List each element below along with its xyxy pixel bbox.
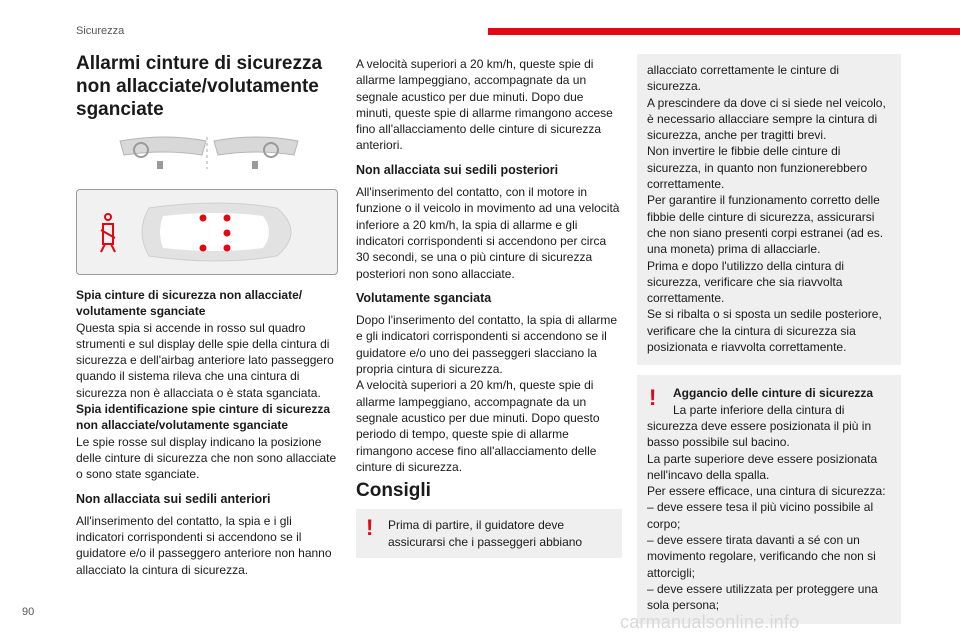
buckling-line-6: – deve essere utilizzata per proteggere una sola persona;	[647, 581, 878, 613]
section-header: Sicurezza	[76, 25, 125, 37]
tips-line-1: allacciato correttamente le cinture di sicurezza.	[647, 63, 840, 94]
p1-text: Questa spia si accende in rosso sul quadro strumenti e sul display delle spie della cintura di sicurezza e dell'airbag anteriore lato passeggero quando il sistema rileva che una cintura di sicurezza non è allacciata o è stata sganciata.	[76, 320, 334, 400]
p1-heading: Spia cinture di sicurezza non allacciate/ volutamente sganciate	[76, 288, 303, 319]
dashboard-illustration	[76, 133, 338, 181]
dashboard-figure-icon	[76, 133, 338, 181]
tips-line-5: Prima e dopo l'utilizzo della cintura di sicurezza, verificare che sia riavvolta correttamente.	[647, 258, 845, 306]
unbuckled-speed-text: A velocità superiori a 20 km/h, queste spie di allarme lampeggiano, accompagnate da un segnale acustico per due minuti. Dopo questo periodo di tempo, queste spie di allarme rimangono accese fino all'allacciamento delle cinture di sicurezza.	[356, 378, 600, 474]
unbuckled-text: Dopo l'inserimento del contatto, la spia di allarme e gli indicatori corrispondenti si accendono se il guidatore e/o uno dei passeggeri slacciano la propria cintura di sicurezza.	[356, 313, 618, 377]
tip-text: Prima di partire, il guidatore deve assicurarsi che i passeggeri abbiano	[388, 518, 583, 549]
buckling-box	[637, 375, 901, 623]
heading-front-seats: Non allacciata sui sedili anteriori	[76, 491, 271, 506]
tip-box	[356, 509, 622, 558]
tips-continued-box	[637, 54, 901, 365]
seatbelt-warning-icon	[101, 214, 115, 252]
seatbelt-layout-icon	[77, 190, 339, 274]
buckling-first-line: La parte inferiore della cintura di	[673, 402, 845, 417]
column-2	[356, 56, 622, 558]
buckling-line-4: – deve essere tesa il più vicino possibile al corpo;	[647, 500, 874, 531]
heading-unbuckled: Volutamente sganciata	[356, 290, 492, 305]
tips-line-6: Se si ribalta o si sposta un sedile posteriore, verificare che la cintura di sicurezza sia posizionata e riavvolta correttamente.	[647, 307, 882, 355]
buckling-line-2: La parte superiore deve essere posizionata nell'incavo della spalla.	[647, 451, 878, 482]
speed-warning-text: A velocità superiori a 20 km/h, queste spie di allarme lampeggiano, accompagnate da un segnale acustico per due minuti. Dopo due minuti, queste spie di allarme rimangono accese fino all'allacciamento delle cinture di sicurezza anteriori.	[356, 57, 613, 153]
warning-exclamation-icon: !	[649, 385, 657, 411]
column-1	[76, 52, 338, 578]
p2-heading: Spia identificazione spie cinture di sicurezza non allacciate/volutamente sganciate	[76, 402, 331, 433]
page-number: 90	[22, 606, 35, 618]
buckling-line-1: sicurezza deve essere posizionata il più in basso possibile sul bacino.	[647, 418, 872, 450]
title-line-3: sganciate	[76, 99, 164, 120]
tips-line-2: A prescindere da dove ci si siede nel veicolo, è necessario allacciare sempre la cintura di sicurezza, anche per tragitti brevi.	[647, 95, 886, 143]
title-line-2: non allacciate/volutamente	[76, 76, 319, 97]
column-3	[637, 54, 901, 624]
tips-line-3: Non invertire le fibbie delle cinture di sicurezza, in quanto non funzionerebbero correttamente.	[647, 144, 868, 192]
p3-text: All'inserimento del contatto, la spia e i gli indicatori corrispondenti si accendono se il guidatore e/o il passeggero anteriore non hanno allacciato la cintura di sicurezza.	[76, 513, 332, 577]
seatbelt-display-figure	[76, 189, 338, 275]
header-accent-bar	[488, 28, 960, 35]
warning-exclamation-icon: !	[366, 515, 374, 541]
title-line-1: Allarmi cinture di sicurezza	[76, 53, 323, 74]
watermark: carmanualsonline.info	[620, 612, 800, 632]
p2-text: Le spie rosse sul display indicano la posizione delle cinture di sicurezza che non sono allacciate o sono state sganciate.	[76, 434, 337, 482]
heading-tips: Consigli	[356, 480, 431, 502]
buckling-title: Aggancio delle cinture di sicurezza	[673, 386, 874, 401]
page-title	[76, 52, 338, 121]
heading-rear-seats: Non allacciata sui sedili posteriori	[356, 162, 559, 177]
buckling-line-3: Per essere efficace, una cintura di sicurezza:	[647, 484, 886, 499]
buckling-line-5: – deve essere tirata davanti a sé con un movimento regolare, verificando che non si attorcigli;	[647, 533, 876, 580]
tips-line-4: Per garantire il funzionamento corretto delle fibbie delle cinture di sicurezza, assicurarsi che non siano presenti corpi estranei (ad es. una moneta) prima di allacciarle.	[647, 193, 884, 257]
rear-seats-text: All'inserimento del contatto, con il motore in funzione o il veicolo in movimento ad una velocità inferiore a 20 km/h, la spia di allarme e gli indicatori corrispondenti si accendono per circa 30 secondi, se una o più cinture di sicurezza posteriori non sono allacciate.	[356, 185, 620, 281]
